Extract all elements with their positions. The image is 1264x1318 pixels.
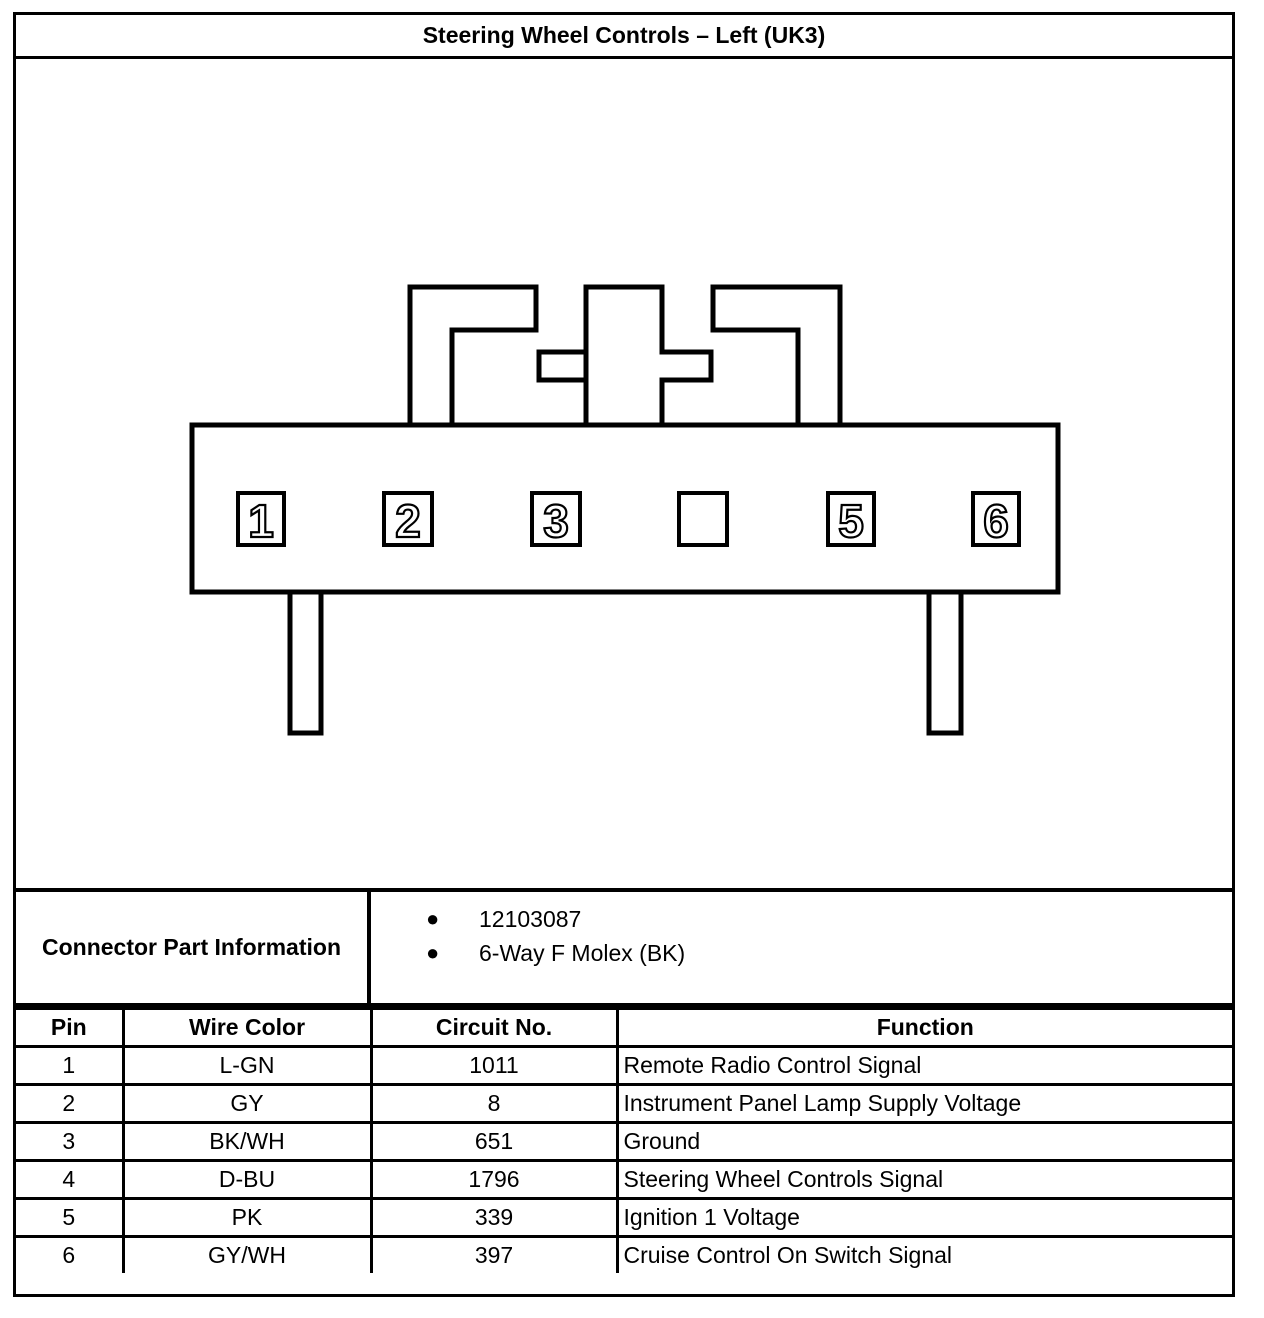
table-row bbox=[16, 1161, 1232, 1199]
bullet-icon: ● bbox=[426, 940, 440, 965]
header-wire-color: Wire Color bbox=[123, 1009, 371, 1047]
pin-cell: 4 bbox=[16, 1161, 123, 1199]
wire-color-cell: BK/WH bbox=[123, 1123, 371, 1161]
cavity-label: 6 bbox=[983, 495, 1009, 547]
circuit-cell: 397 bbox=[371, 1237, 617, 1274]
list-item bbox=[371, 938, 1232, 972]
connector-description: 6-Way F Molex (BK) bbox=[479, 940, 686, 966]
function-cell: Steering Wheel Controls Signal bbox=[617, 1161, 1232, 1199]
function-cell: Remote Radio Control Signal bbox=[617, 1047, 1232, 1085]
cavity-4 bbox=[679, 493, 727, 545]
pin-cell: 5 bbox=[16, 1199, 123, 1237]
part-info-list bbox=[371, 892, 1232, 1015]
center-key-tab bbox=[539, 287, 711, 425]
function-cell: Instrument Panel Lamp Supply Voltage bbox=[617, 1085, 1232, 1123]
wire-color-cell: D-BU bbox=[123, 1161, 371, 1199]
circuit-cell: 1796 bbox=[371, 1161, 617, 1199]
cavity-label: 5 bbox=[838, 495, 864, 547]
bullet-icon: ● bbox=[426, 906, 440, 931]
table-row bbox=[16, 1085, 1232, 1123]
connector-part-info bbox=[16, 888, 1232, 1007]
pin-cell: 2 bbox=[16, 1085, 123, 1123]
header-circuit: Circuit No. bbox=[371, 1009, 617, 1047]
right-mounting-leg bbox=[929, 592, 961, 733]
cavity-label: 3 bbox=[543, 495, 569, 547]
wire-color-cell: PK bbox=[123, 1199, 371, 1237]
function-cell: Ignition 1 Voltage bbox=[617, 1199, 1232, 1237]
connector-sheet bbox=[13, 12, 1235, 1297]
part-number: 12103087 bbox=[479, 906, 582, 932]
table-row bbox=[16, 1123, 1232, 1161]
pin-cell: 3 bbox=[16, 1123, 123, 1161]
pin-cell: 6 bbox=[16, 1237, 123, 1274]
table-header-row bbox=[16, 1009, 1232, 1047]
pin-table bbox=[16, 1007, 1232, 1273]
pin-cell: 1 bbox=[16, 1047, 123, 1085]
circuit-cell: 339 bbox=[371, 1199, 617, 1237]
function-cell: Ground bbox=[617, 1123, 1232, 1161]
connector-diagram bbox=[16, 15, 1232, 888]
circuit-cell: 651 bbox=[371, 1123, 617, 1161]
connector-housing bbox=[192, 425, 1058, 592]
cavity-label: 1 bbox=[248, 495, 274, 547]
left-lock-tab bbox=[410, 287, 536, 425]
wire-color-cell: L-GN bbox=[123, 1047, 371, 1085]
cavity-label: 2 bbox=[395, 495, 421, 547]
header-pin: Pin bbox=[16, 1009, 123, 1047]
circuit-cell: 1011 bbox=[371, 1047, 617, 1085]
function-cell: Cruise Control On Switch Signal bbox=[617, 1237, 1232, 1274]
list-item bbox=[371, 904, 1232, 938]
table-row bbox=[16, 1237, 1232, 1274]
wire-color-cell: GY/WH bbox=[123, 1237, 371, 1274]
right-lock-tab bbox=[713, 287, 840, 425]
left-mounting-leg bbox=[290, 592, 321, 733]
table-row bbox=[16, 1047, 1232, 1085]
page-title: Steering Wheel Controls – Left (UK3) bbox=[16, 15, 1232, 59]
circuit-cell: 8 bbox=[371, 1085, 617, 1123]
part-info-label: Connector Part Information bbox=[16, 892, 371, 1003]
header-function: Function bbox=[617, 1009, 1232, 1047]
wire-color-cell: GY bbox=[123, 1085, 371, 1123]
table-row bbox=[16, 1199, 1232, 1237]
